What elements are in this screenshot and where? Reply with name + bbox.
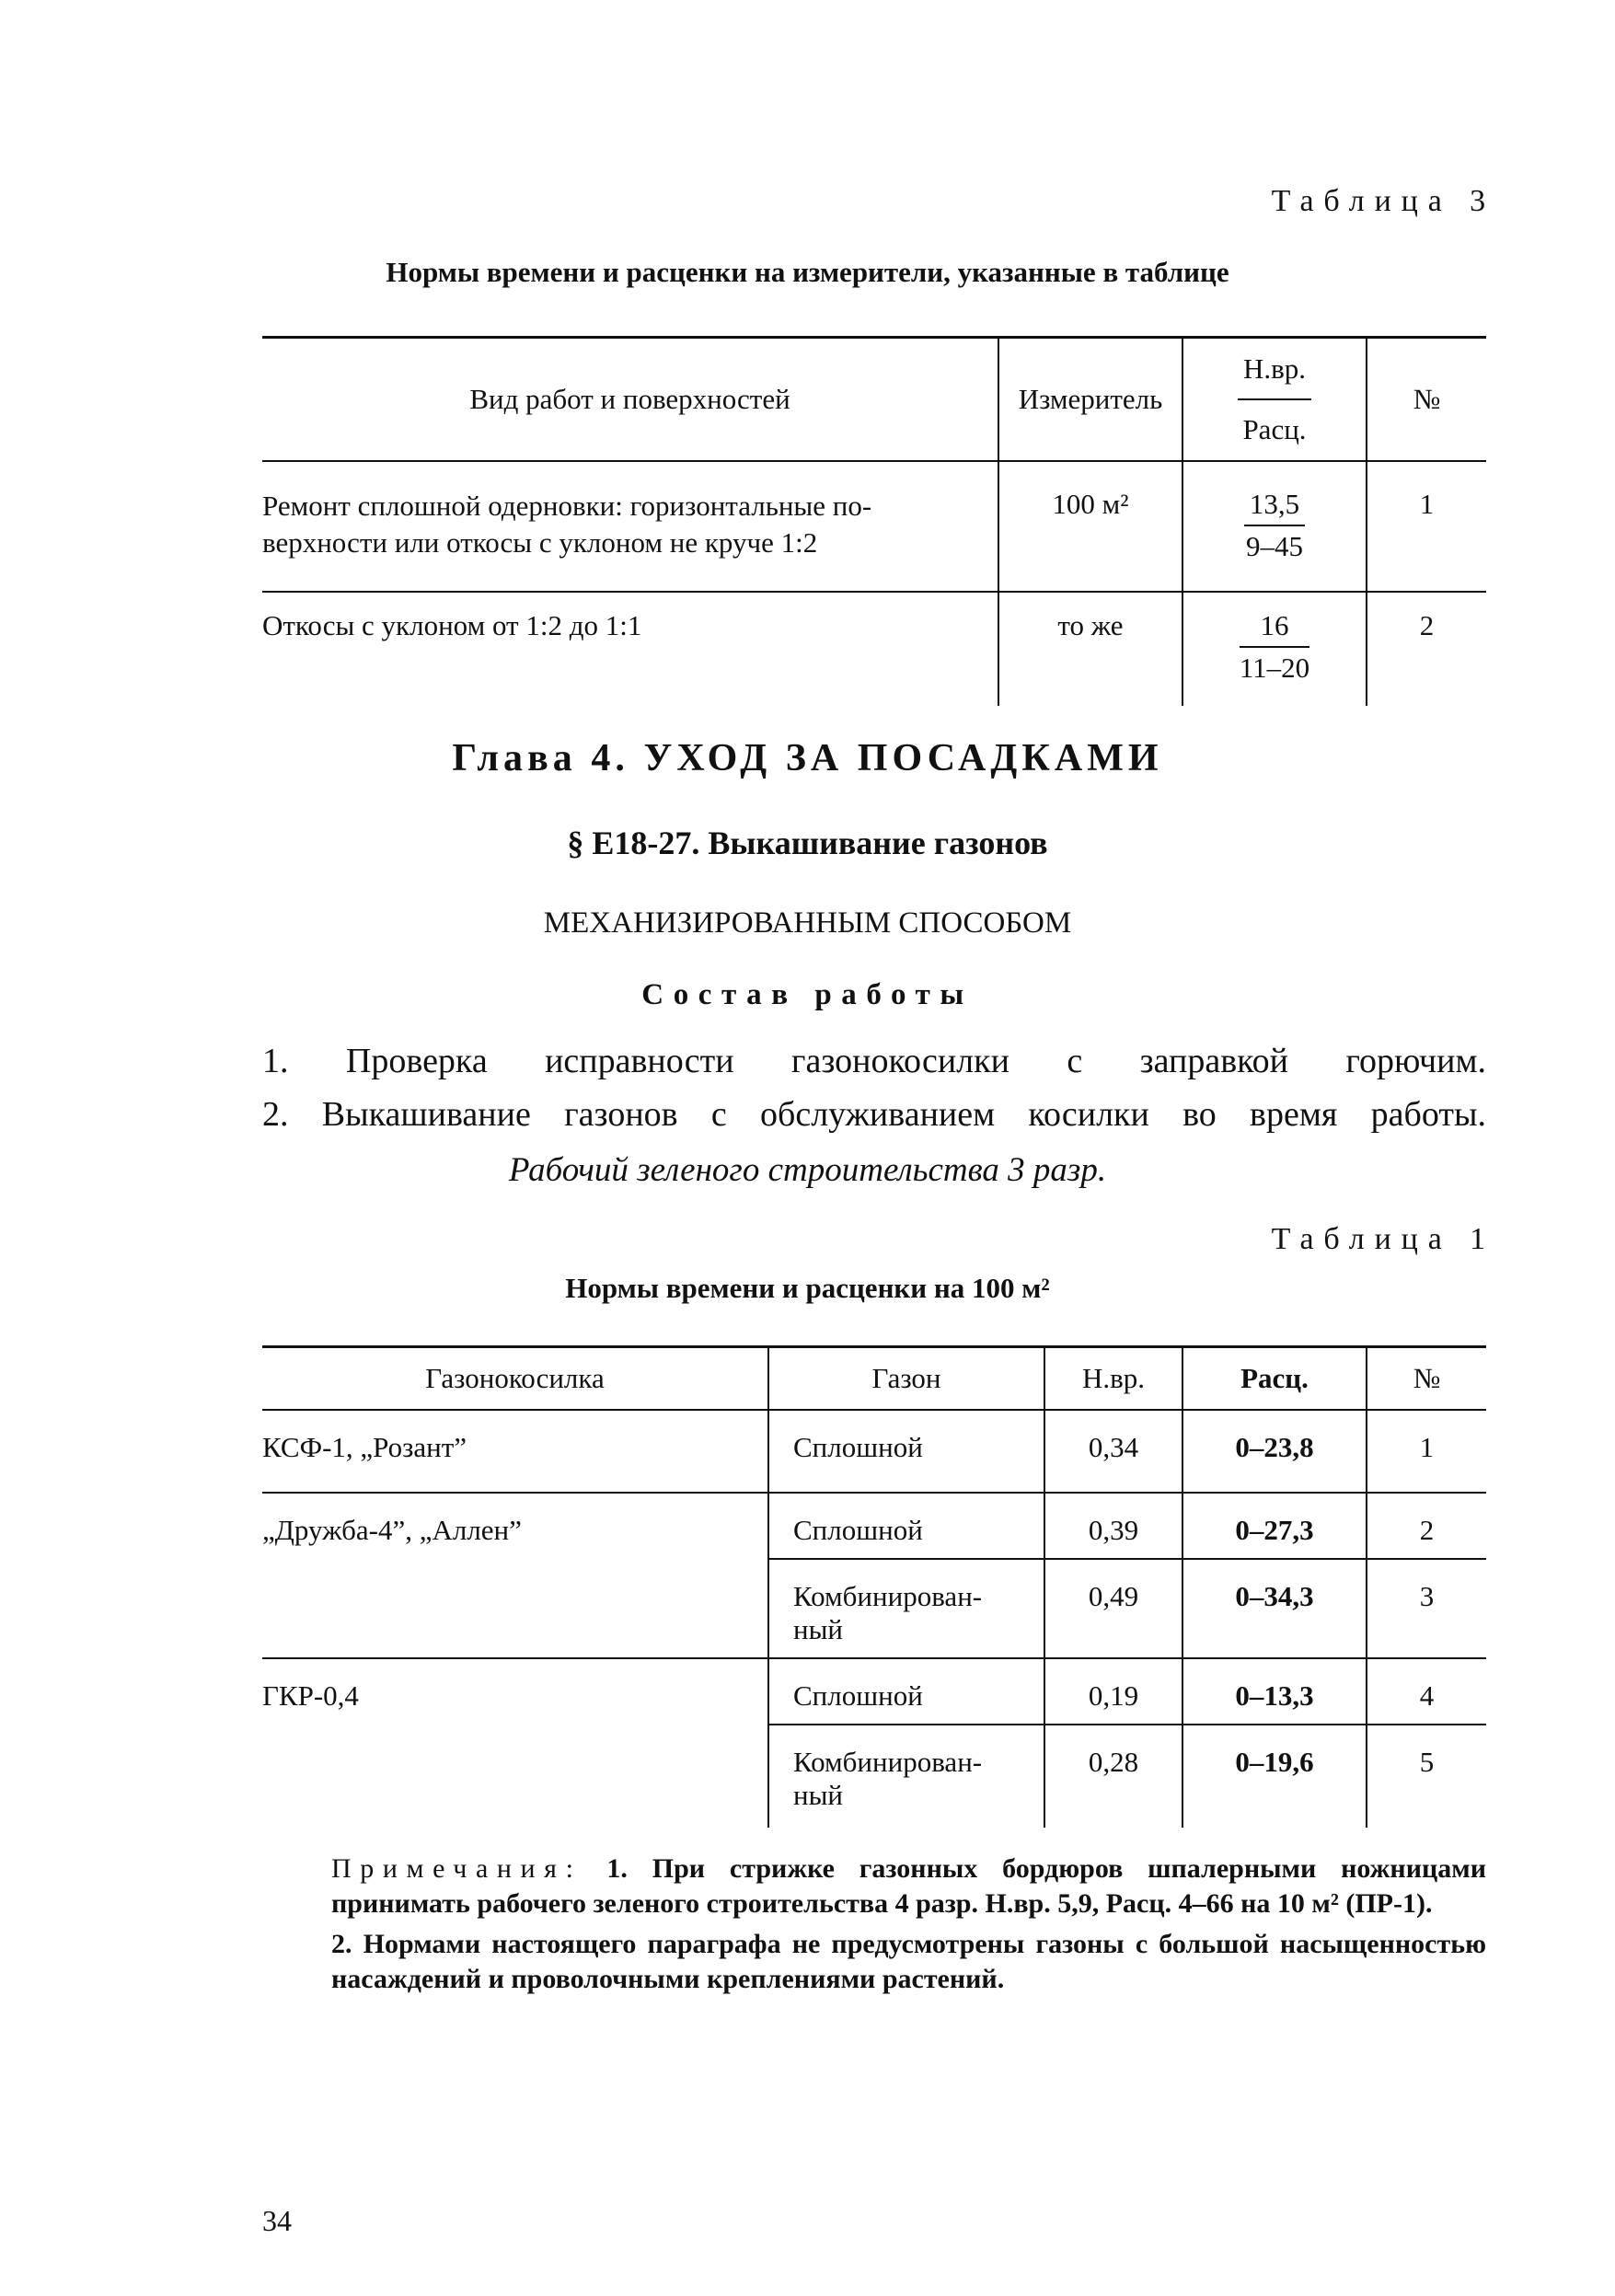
note-2: 2. Нормами настоящего параграфа не предусмотрены газоны с большой насыщенностью насаждений и проволочными креплениями растений.: [331, 1929, 1486, 1994]
table1-lawn-line1: Комбинирован-: [793, 1746, 983, 1778]
table3-row2-rate-value: 11–20: [1239, 652, 1310, 684]
table3-row1-num: 1: [1367, 461, 1486, 592]
table-row: [262, 1493, 1486, 1559]
worker-grade: Рабочий зеленого строительства 3 разр.: [508, 1151, 1107, 1189]
table1-lawn: Сплошной: [768, 1410, 1044, 1493]
table3-header-row: [262, 338, 1486, 462]
table1-header-row: [262, 1347, 1486, 1411]
table1-rate: 0–13,3: [1182, 1658, 1367, 1725]
table1-lawn-line2: ный: [793, 1613, 844, 1645]
table3-row1-rate-value: 9–45: [1246, 530, 1303, 562]
table1-lawn-line2: ный: [793, 1779, 844, 1811]
table3-header-num: №: [1367, 338, 1486, 462]
table1-lawn: Сплошной: [768, 1493, 1044, 1559]
table1-lawn-line1: Комбинирован-: [793, 1580, 983, 1612]
table3-header-norm-bottom: Расц.: [1242, 413, 1307, 445]
table1-num: 1: [1367, 1410, 1486, 1493]
table1-num: 3: [1367, 1559, 1486, 1658]
table3-row1-work: [262, 461, 998, 592]
table1-norm: 0,19: [1044, 1658, 1182, 1725]
table3-header-norm-top: Н.вр.: [1238, 352, 1311, 400]
table3-row2-norm-value: 16: [1240, 609, 1309, 648]
table-row: [262, 1658, 1486, 1725]
chapter-title: Глава 4. УХОД ЗА ПОСАДКАМИ: [452, 737, 1163, 779]
table1-norm: 0,28: [1044, 1725, 1182, 1828]
table1-norm: 0,49: [1044, 1559, 1182, 1658]
work-step-2: 2. Выкашивание газонов с обслуживанием косилки во время работы.: [262, 1095, 1486, 1134]
table3: [262, 336, 1486, 706]
table-row: [262, 592, 1486, 706]
table1-rate: 0–19,6: [1182, 1725, 1367, 1828]
table3-header-unit: Измеритель: [998, 338, 1182, 462]
table1-title: Нормы времени и расценки на 100 м²: [565, 1272, 1050, 1304]
table1-header-norm: Н.вр.: [1044, 1347, 1182, 1411]
method-title: МЕХАНИЗИРОВАННЫМ СПОСОБОМ: [543, 906, 1072, 940]
table1-mower-1: КСФ-1, „Розант”: [262, 1410, 768, 1493]
table1-rate: 0–34,3: [1182, 1559, 1367, 1658]
table3-row2-work: Откосы с уклоном от 1:2 до 1:1: [262, 609, 642, 641]
table1-mower-2: „Дружба-4”, „Аллен”: [262, 1493, 768, 1658]
section-title: § Е18-27. Выкашивание газонов: [567, 825, 1048, 861]
table1-num: 2: [1367, 1493, 1486, 1559]
table1-header-mower: Газонокосилка: [262, 1347, 768, 1411]
table1-header-num: №: [1367, 1347, 1486, 1411]
table3-row1-work-line2: верхности или откосы с уклоном не круче 1:2: [262, 526, 818, 559]
table3-header-norm: [1182, 338, 1367, 462]
table3-title: Нормы времени и расценки на измерители, указанные в таблице: [386, 256, 1229, 288]
notes-label: Примечания:: [331, 1853, 583, 1884]
table3-row2-num: 2: [1367, 592, 1486, 706]
table1-norm: 0,39: [1044, 1493, 1182, 1559]
table3-row1-unit: 100 м²: [998, 461, 1182, 592]
table1-lawn: [768, 1725, 1044, 1828]
table3-header-work: Вид работ и поверхностей: [262, 338, 998, 462]
table1: [262, 1345, 1486, 1828]
table3-row2-unit: то же: [998, 592, 1182, 706]
table3-row2-norm: [1182, 592, 1367, 706]
table3-row1-norm-value: 13,5: [1244, 488, 1305, 526]
table1-mower-3: ГКР-0,4: [262, 1679, 359, 1712]
table3-caption: Таблица 3: [1271, 184, 1495, 218]
table1-caption: Таблица 1: [1271, 1222, 1495, 1256]
table3-row1-work-line1: Ремонт сплошной одерновки: горизонтальные по-: [262, 490, 872, 522]
table1-norm: 0,34: [1044, 1410, 1182, 1493]
table1-num: 5: [1367, 1725, 1486, 1828]
table1-rate: 0–27,3: [1182, 1493, 1367, 1559]
page-number: 34: [262, 2204, 292, 2237]
table-row: [262, 1410, 1486, 1493]
table1-lawn: [768, 1559, 1044, 1658]
table1-num: 4: [1367, 1658, 1486, 1725]
table1-rate: 0–23,8: [1182, 1410, 1367, 1493]
notes-block: [331, 1852, 1486, 1997]
table1-header-rate: Расц.: [1182, 1347, 1367, 1411]
work-step-1: 1. Проверка исправности газонокосилки с заправкой горючим.: [262, 1042, 1486, 1080]
note-1-text: 1. При стрижке газонных бордюров шпалерными ножницами принимать рабочего зеленого строительства 4 разр. Н.вр. 5,9, Расц. 4–66 на 10 м² (ПР-1).: [331, 1853, 1487, 1919]
table1-header-lawn: Газон: [768, 1347, 1044, 1411]
table1-lawn: Сплошной: [768, 1658, 1044, 1725]
table3-row1-norm: [1182, 461, 1367, 592]
work-composition-title: Состав работы: [641, 978, 974, 1011]
table-row: [262, 461, 1486, 592]
note-1: [331, 1852, 1486, 1921]
